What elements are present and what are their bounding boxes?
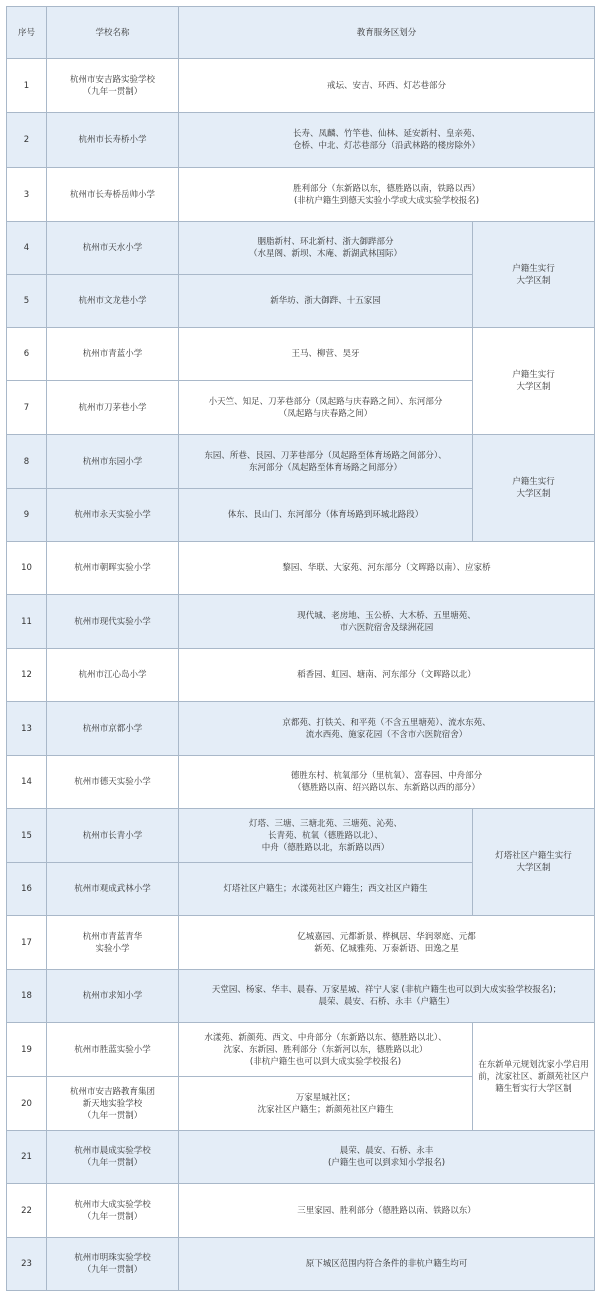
table-row: [7, 649, 595, 702]
row-school: 杭州市长青小学: [47, 809, 179, 863]
row-school: 杭州市文龙巷小学: [47, 275, 179, 328]
row-area: 晨荣、晨安、石桥、永丰 (户籍生也可以到求知小学报名): [179, 1131, 595, 1184]
row-area: 体东、艮山门、东河部分（体育场路到环城北路段）: [179, 489, 473, 542]
row-school: 杭州市青蓝青华 实验小学: [47, 916, 179, 970]
table-row: [7, 222, 595, 275]
table-row: [7, 542, 595, 595]
row-no: 15: [7, 809, 47, 863]
row-no: 11: [7, 595, 47, 649]
row-area: 黎园、华联、大家苑、河东部分（文晖路以南）、应家桥: [179, 542, 595, 595]
row-school: 杭州市德天实验小学: [47, 756, 179, 809]
row-no: 4: [7, 222, 47, 275]
district-note: 灯塔社区户籍生实行 大学区制: [473, 809, 595, 916]
district-note: 户籍生实行 大学区制: [473, 435, 595, 542]
row-school: 杭州市永天实验小学: [47, 489, 179, 542]
row-school: 杭州市明珠实验学校 （九年一贯制）: [47, 1238, 179, 1291]
row-area: 东园、所巷、艮园、刀茅巷部分（凤起路至体育场路之间部分）、 东河部分（凤起路至体育场路之间部分）: [179, 435, 473, 489]
row-area: 稻香园、虹园、塘南、河东部分（文晖路以北）: [179, 649, 595, 702]
row-school: 杭州市青蓝小学: [47, 328, 179, 381]
table-row: [7, 113, 595, 168]
row-no: 5: [7, 275, 47, 328]
row-no: 13: [7, 702, 47, 756]
row-area: 胭脂新村、环北新村、浙大御跸部分 （水星阁、新坝、木庵、新湖武林国际）: [179, 222, 473, 275]
table-row: [7, 1131, 595, 1184]
table-row: [7, 756, 595, 809]
row-no: 2: [7, 113, 47, 168]
row-area: 戒坛、安吉、环西、灯芯巷部分: [179, 59, 595, 113]
row-area: 京都苑、打铁关、和平苑（不含五里塘苑）、流水东苑、 流水西苑、施家花园（不含市六医院宿舍）: [179, 702, 595, 756]
row-no: 16: [7, 863, 47, 916]
table-row: [7, 1184, 595, 1238]
table-row: [7, 595, 595, 649]
row-no: 19: [7, 1023, 47, 1077]
row-school: 杭州市现代实验小学: [47, 595, 179, 649]
row-no: 6: [7, 328, 47, 381]
table-row: [7, 59, 595, 113]
row-area: 小天竺、知足、刀茅巷部分（凤起路与庆春路之间）、东河部分 （凤起路与庆春路之间）: [179, 381, 473, 435]
row-area: 德胜东村、杭氧部分（里杭氧）、富春园、中舟部分 （德胜路以南、绍兴路以东、东新路以西的部分）: [179, 756, 595, 809]
header-school: 学校名称: [47, 7, 179, 59]
table-container: [6, 6, 594, 1291]
row-school: 杭州市胜蓝实验小学: [47, 1023, 179, 1077]
row-school: 杭州市东园小学: [47, 435, 179, 489]
district-note: 户籍生实行 大学区制: [473, 328, 595, 435]
header-no: 序号: [7, 7, 47, 59]
row-area: 水漾苑、新颜苑、西文、中舟部分（东新路以东、德胜路以北）、 沈家、东新园、胜利部分（东新河以东，德胜路以北） (非杭户籍生也可以到大成实验学校报名): [179, 1023, 473, 1077]
row-school: 杭州市晨成实验学校 （九年一贯制）: [47, 1131, 179, 1184]
row-area: 王马、柳营、昊牙: [179, 328, 473, 381]
row-no: 8: [7, 435, 47, 489]
row-school: 杭州市朝晖实验小学: [47, 542, 179, 595]
table-row: [7, 328, 595, 381]
table-row: [7, 916, 595, 970]
table-row: [7, 1238, 595, 1291]
row-area: 原下城区范围内符合条件的非杭户籍生均可: [179, 1238, 595, 1291]
table-row: [7, 1023, 595, 1077]
district-note: 户籍生实行 大学区制: [473, 222, 595, 328]
row-area: 亿城嘉园、元都新景、桦枫居、华润翠庭、元都 新苑、亿城雅苑、万泰新语、田逸之星: [179, 916, 595, 970]
table-row: [7, 168, 595, 222]
table-row: [7, 970, 595, 1023]
row-school: 杭州市观成武林小学: [47, 863, 179, 916]
row-school: 杭州市大成实验学校 （九年一贯制）: [47, 1184, 179, 1238]
row-area: 灯塔、三塘、三塘北苑、三塘苑、沁苑、 长青苑、杭氧（德胜路以北）、 中舟（德胜路以北，东新路以西）: [179, 809, 473, 863]
row-school: 杭州市京都小学: [47, 702, 179, 756]
row-area: 长寿、凤麟、竹竿巷、仙林、延安新村、皇亲苑、 仓桥、中北、灯芯巷部分（沿武林路的楼房除外）: [179, 113, 595, 168]
row-no: 10: [7, 542, 47, 595]
row-no: 9: [7, 489, 47, 542]
row-area: 万家星城社区； 沈家社区户籍生；新颜苑社区户籍生: [179, 1077, 473, 1131]
row-school: 杭州市天水小学: [47, 222, 179, 275]
row-no: 17: [7, 916, 47, 970]
row-area: 三里家园、胜利部分（德胜路以南、铁路以东）: [179, 1184, 595, 1238]
table-row: [7, 435, 595, 489]
row-area: 灯塔社区户籍生；水漾苑社区户籍生；西文社区户籍生: [179, 863, 473, 916]
row-school: 杭州市长寿桥小学: [47, 113, 179, 168]
row-area: 天堂园、杨家、华丰、晨春、万家星城、祥宁人家 (非杭户籍生也可以到大成实验学校报名)； 晨荣、晨安、石桥、永丰（户籍生）: [179, 970, 595, 1023]
row-school: 杭州市安吉路实验学校 （九年一贯制）: [47, 59, 179, 113]
row-school: 杭州市江心岛小学: [47, 649, 179, 702]
row-no: 14: [7, 756, 47, 809]
row-school: 杭州市长寿桥岳帅小学: [47, 168, 179, 222]
row-no: 12: [7, 649, 47, 702]
row-no: 23: [7, 1238, 47, 1291]
row-area: 胜利部分（东新路以东，德胜路以南，铁路以西） (非杭户籍生到德天实验小学或大成实验学校报名): [179, 168, 595, 222]
row-no: 21: [7, 1131, 47, 1184]
row-area: 现代城、老房地、玉公桥、大木桥、五里塘苑、 市六医院宿舍及绿洲花园: [179, 595, 595, 649]
row-no: 1: [7, 59, 47, 113]
row-no: 7: [7, 381, 47, 435]
row-area: 新华坊、浙大御跸、十五家园: [179, 275, 473, 328]
table-row: [7, 809, 595, 863]
table-row: [7, 702, 595, 756]
row-no: 3: [7, 168, 47, 222]
row-school: 杭州市刀茅巷小学: [47, 381, 179, 435]
header-area: 教育服务区划分: [179, 7, 595, 59]
row-no: 22: [7, 1184, 47, 1238]
row-no: 20: [7, 1077, 47, 1131]
row-school: 杭州市求知小学: [47, 970, 179, 1023]
row-school: 杭州市安吉路教育集团 新天地实验学校 （九年一贯制）: [47, 1077, 179, 1131]
school-district-table: [6, 6, 595, 1291]
row-no: 18: [7, 970, 47, 1023]
district-note: 在东新单元规划沈家小学启用前，沈家社区、新颜苑社区户籍生暂实行大学区制: [473, 1023, 595, 1131]
